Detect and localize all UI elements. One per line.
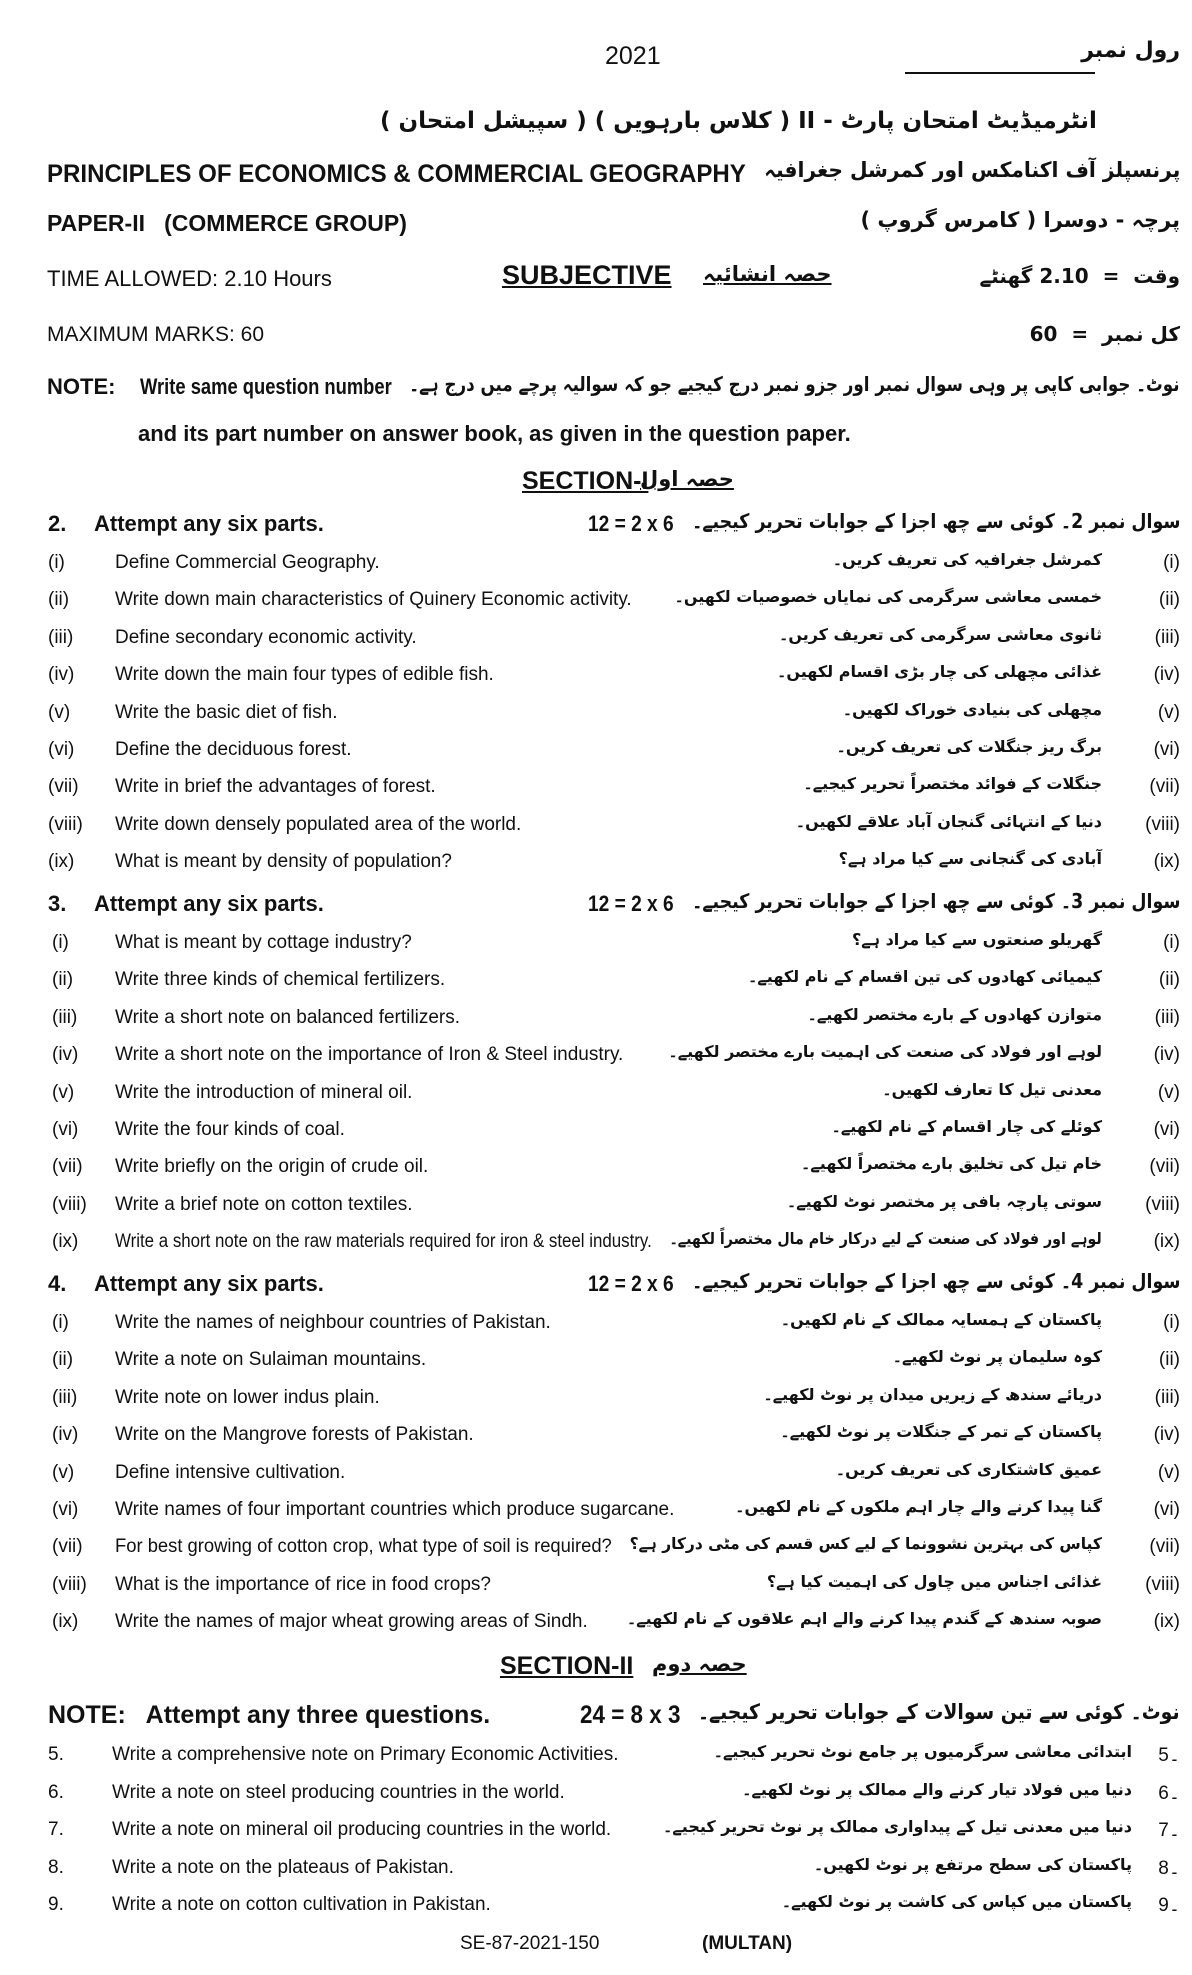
time-allowed: TIME ALLOWED: 2.10 Hours <box>47 266 332 291</box>
part-text: What is meant by cottage industry? <box>115 932 412 953</box>
question-number-right: 6۔ <box>1158 1782 1180 1804</box>
subjective-heading: SUBJECTIVE <box>502 260 672 290</box>
question-number: 8. <box>48 1856 64 1878</box>
part-text: Write names of four important countries which produce sugarcane. <box>115 1499 675 1520</box>
section-1-heading: SECTION-I <box>522 467 649 495</box>
question-text-urdu: پاکستان کی سطح مرتفع پر نوٹ لکھیں۔ <box>813 1854 1132 1874</box>
section-2-note-urdu: نوٹ۔ کوئی سے تین سوالات کے جوابات تحریر کیجیے۔ <box>698 1700 1180 1724</box>
time-allowed-urdu: وقت = 2.10 گھنٹے <box>979 264 1180 288</box>
part-number-right: (iii) <box>1154 626 1180 648</box>
section-1-heading-urdu: حصہ اول <box>640 467 734 491</box>
part-number: (v) <box>52 1081 75 1103</box>
question-text-urdu: دنیا میں معدنی تیل کے پیداواری ممالک پر نوٹ تحریر کیجیے۔ <box>663 1817 1132 1837</box>
part-number: (vi) <box>52 1119 79 1140</box>
part-number-right: (iii) <box>1154 1006 1180 1028</box>
question-number: 6. <box>48 1781 64 1803</box>
question-number: 2. <box>48 511 67 536</box>
part-number: (ix) <box>48 851 75 873</box>
part-text: Write in brief the advantages of forest. <box>115 776 436 798</box>
question-number: 5. <box>48 1744 64 1765</box>
part-text: Write a short note on the importance of Iron & Steel industry. <box>115 1044 624 1066</box>
part-text: Write a note on Sulaiman mountains. <box>115 1349 427 1371</box>
part-text-urdu: کمرشل جغرافیہ کی تعریف کریں۔ <box>832 550 1102 569</box>
part-text-urdu: گنا پیدا کرنے والے چار اہم ملکوں کے نام لکھیں۔ <box>735 1497 1102 1516</box>
part-number: (iv) <box>52 1044 79 1066</box>
part-text: What is the importance of rice in food crops? <box>115 1573 491 1595</box>
maximum-marks-urdu: کل نمبر = 60 <box>1029 322 1180 346</box>
part-text-urdu: لوہے اور فولاد کی صنعت کے لیے درکار خام مال مختصراً لکھیے۔ <box>669 1229 1102 1249</box>
part-number: (iv) <box>52 1424 79 1446</box>
part-number: (ii) <box>52 969 74 991</box>
part-number: (v) <box>52 1461 75 1483</box>
part-number-right: (i) <box>1163 932 1180 953</box>
part-text-urdu: مچھلی کی بنیادی خوراک لکھیں۔ <box>842 699 1102 719</box>
part-text: Write the names of major wheat growing areas of Sindh. <box>115 1611 588 1633</box>
paper-title: PAPER-II (COMMERCE GROUP) <box>47 210 407 236</box>
part-text: Write the basic diet of fish. <box>115 701 338 723</box>
section-2-heading-urdu: حصہ دوم <box>652 1652 747 1676</box>
part-number-right: (iv) <box>1153 1424 1180 1446</box>
question-number: 3. <box>48 891 67 916</box>
part-number: (ix) <box>52 1611 79 1633</box>
part-number-right: (iii) <box>1154 1386 1180 1408</box>
part-text: Write a short note on the raw materials required for iron & steel industry. <box>115 1231 652 1253</box>
part-number-right: (vii) <box>1149 1156 1180 1178</box>
part-number: (v) <box>48 701 71 723</box>
question-text-urdu: پاکستان میں کپاس کی کاشت پر نوٹ لکھیے۔ <box>781 1892 1132 1912</box>
part-number: (i) <box>48 552 65 573</box>
question-marks: 12 = 2 x 6 <box>588 891 674 916</box>
part-text-urdu: کوہ سلیمان پر نوٹ لکھیے۔ <box>892 1347 1102 1367</box>
part-text-urdu: صوبہ سندھ کے گندم پیدا کرنے والے اہم علاقوں کے نام لکھیے۔ <box>626 1609 1102 1629</box>
part-text: Write down main characteristics of Quinery Economic activity. <box>115 589 632 611</box>
part-number-right: (iv) <box>1153 664 1180 686</box>
part-number: (vii) <box>48 776 79 798</box>
part-number-right: (ix) <box>1153 1231 1180 1253</box>
part-number: (vi) <box>48 739 75 760</box>
part-text: For best growing of cotton crop, what type of soil is required? <box>115 1536 612 1558</box>
part-number: (iii) <box>52 1386 78 1408</box>
question-text: Write a note on steel producing countries in the world. <box>112 1781 565 1803</box>
part-text: Write a short note on balanced fertilizers. <box>115 1006 460 1028</box>
part-text: Write the introduction of mineral oil. <box>115 1081 413 1103</box>
part-text-urdu: جنگلات کے فوائد مختصراً تحریر کیجیے۔ <box>803 774 1102 794</box>
part-number: (viii) <box>52 1193 87 1215</box>
part-number-right: (vii) <box>1149 776 1180 798</box>
note-text-line-1: Write same question number <box>140 374 392 399</box>
question-instruction-urdu: سوال نمبر 3۔ کوئی سے چھ اجزا کے جوابات تحریر کیجیے۔ <box>691 889 1180 913</box>
maximum-marks: MAXIMUM MARKS: 60 <box>47 323 265 346</box>
question-instruction: Attempt any six parts. <box>94 1271 324 1296</box>
question-instruction-urdu: سوال نمبر 4۔ کوئی سے چھ اجزا کے جوابات تحریر کیجیے۔ <box>691 1269 1180 1293</box>
part-number-right: (vi) <box>1153 739 1180 760</box>
question-number: 7. <box>48 1819 64 1841</box>
part-text-urdu: غذائی مچھلی کی چار بڑی اقسام لکھیں۔ <box>776 662 1102 682</box>
note-label: NOTE: <box>47 374 116 399</box>
part-text-urdu: دنیا کے انتہائی گنجان آباد علاقے لکھیں۔ <box>795 811 1102 831</box>
part-text-urdu: سوتی پارچہ بافی پر مختصر نوٹ لکھیے۔ <box>786 1191 1102 1211</box>
part-number: (viii) <box>48 813 83 835</box>
exam-title-urdu: انٹرمیڈیٹ امتحان پارٹ - II ( کلاس بارہویں ) ( سپیشل امتحان ) <box>380 108 1097 134</box>
part-number-right: (i) <box>1163 1312 1180 1333</box>
part-number: (vii) <box>52 1156 83 1178</box>
question-text-urdu: دنیا میں فولاد تیار کرنے والے ممالک پر نوٹ لکھیے۔ <box>742 1779 1132 1799</box>
part-text-urdu: خام تیل کی تخلیق بارے مختصراً لکھیے۔ <box>801 1154 1102 1174</box>
part-text: Write the names of neighbour countries of Pakistan. <box>115 1312 551 1333</box>
part-text-urdu: خمسی معاشی سرگرمی کی نمایاں خصوصیات لکھیں۔ <box>674 587 1102 607</box>
part-text: Write down the main four types of edible fish. <box>115 664 494 686</box>
part-text: Write three kinds of chemical fertilizers. <box>115 969 446 991</box>
part-number-right: (viii) <box>1145 1573 1180 1595</box>
part-text-urdu: غذائی اجناس میں چاول کی اہمیت کیا ہے؟ <box>766 1571 1102 1591</box>
part-text: Write a brief note on cotton textiles. <box>115 1193 413 1215</box>
question-text: Write a note on cotton cultivation in Pakistan. <box>112 1894 491 1916</box>
roll-number-label: رول نمبر <box>1081 38 1180 63</box>
section-2-marks: 24 = 8 x 3 <box>580 1701 681 1729</box>
part-text: Write down densely populated area of the world. <box>115 813 522 835</box>
note-text-urdu: نوٹ۔ جوابی کاپی پر وہی سوال نمبر اور جزو نمبر درج کیجیے جو کہ سوالیہ پرچے میں درج ہے۔ <box>409 372 1180 396</box>
part-number-right: (vii) <box>1149 1536 1180 1558</box>
paper-title-urdu: پرچہ - دوسرا ( کامرس گروپ ) <box>860 208 1180 232</box>
part-number-right: (viii) <box>1145 1193 1180 1215</box>
part-text-urdu: ثانوی معاشی سرگرمی کی تعریف کریں۔ <box>778 624 1102 644</box>
part-number-right: (ix) <box>1153 851 1180 873</box>
roll-number-field <box>905 72 1095 74</box>
part-text-urdu: برگ ریز جنگلات کی تعریف کریں۔ <box>836 737 1102 756</box>
question-text: Write a note on mineral oil producing countries in the world. <box>112 1819 612 1841</box>
question-marks: 12 = 2 x 6 <box>588 511 674 536</box>
subject-title-urdu: پرنسپلز آف اکنامکس اور کمرشل جغرافیہ <box>763 158 1180 182</box>
part-text-urdu: دریائے سندھ کے زیریں میدان پر نوٹ لکھیے۔ <box>763 1384 1102 1404</box>
part-text: Define secondary economic activity. <box>115 626 417 648</box>
section-2-heading: SECTION-II <box>500 1652 634 1680</box>
part-number: (viii) <box>52 1573 87 1595</box>
question-instruction: Attempt any six parts. <box>94 511 324 536</box>
part-text-urdu: پاکستان کے ہمسایہ ممالک کے نام لکھیں۔ <box>780 1310 1102 1329</box>
question-instruction: Attempt any six parts. <box>94 891 324 916</box>
part-text-urdu: گھریلو صنعتوں سے کیا مراد ہے؟ <box>851 930 1102 949</box>
part-text-urdu: عمیق کاشتکاری کی تعریف کریں۔ <box>835 1459 1102 1479</box>
part-text: Write on the Mangrove forests of Pakistan. <box>115 1424 474 1446</box>
part-number-right: (v) <box>1157 701 1180 723</box>
question-text-urdu: ابتدائی معاشی سرگرمیوں پر جامع نوٹ تحریر کیجیے۔ <box>713 1742 1132 1761</box>
part-number: (i) <box>52 932 69 953</box>
question-text: Write a note on the plateaus of Pakistan. <box>112 1856 454 1878</box>
part-number: (ii) <box>52 1349 74 1371</box>
part-number-right: (vi) <box>1153 1499 1180 1520</box>
question-instruction-urdu: سوال نمبر 2۔ کوئی سے چھ اجزا کے جوابات تحریر کیجیے۔ <box>691 509 1180 533</box>
question-number-right: 5۔ <box>1158 1745 1180 1766</box>
part-text: Write note on lower indus plain. <box>115 1386 380 1408</box>
question-text: Write a comprehensive note on Primary Economic Activities. <box>112 1744 619 1765</box>
part-number: (iii) <box>52 1006 78 1028</box>
subject-title: PRINCIPLES OF ECONOMICS & COMMERCIAL GEOGRAPHY <box>47 160 746 188</box>
question-number-right: 9۔ <box>1158 1895 1180 1917</box>
part-number: (ix) <box>52 1231 79 1253</box>
region: (MULTAN) <box>702 1933 793 1954</box>
part-number: (vii) <box>52 1536 83 1558</box>
part-number-right: (i) <box>1163 552 1180 573</box>
part-text: Define intensive cultivation. <box>115 1461 346 1483</box>
question-marks: 12 = 2 x 6 <box>588 1271 674 1296</box>
part-number-right: (ix) <box>1153 1611 1180 1633</box>
part-number-right: (ii) <box>1158 1349 1180 1371</box>
part-number: (iii) <box>48 626 74 648</box>
part-number-right: (vi) <box>1153 1119 1180 1140</box>
part-text: Write briefly on the origin of crude oil. <box>115 1156 429 1178</box>
part-number-right: (ii) <box>1158 589 1180 611</box>
exam-year: 2021 <box>605 42 661 70</box>
question-number: 4. <box>48 1271 67 1296</box>
part-number-right: (viii) <box>1145 813 1180 835</box>
part-text-urdu: لوہے اور فولاد کی صنعت کی اہمیت بارے مختصر لکھیے۔ <box>668 1042 1102 1062</box>
part-number: (vi) <box>52 1499 79 1520</box>
question-number-right: 8۔ <box>1158 1857 1180 1879</box>
part-text: Define Commercial Geography. <box>115 552 380 573</box>
part-number-right: (ii) <box>1158 969 1180 991</box>
part-text-urdu: متوازن کھادوں کے بارے مختصر لکھیے۔ <box>807 1004 1102 1024</box>
part-text-urdu: پاکستان کے تمر کے جنگلات پر نوٹ لکھیے۔ <box>780 1422 1102 1442</box>
part-text: Define the deciduous forest. <box>115 739 352 760</box>
question-number-right: 7۔ <box>1158 1820 1180 1842</box>
part-text-urdu: کوئلے کی چار اقسام کے نام لکھیے۔ <box>831 1117 1102 1136</box>
part-number: (iv) <box>48 664 75 686</box>
part-number-right: (v) <box>1157 1081 1180 1103</box>
part-text-urdu: کپاس کی بہترین نشوونما کے لیے کس قسم کی مٹی درکار ہے؟ <box>629 1534 1102 1554</box>
note-text-line-2: and its part number on answer book, as given in the question paper. <box>138 421 851 446</box>
part-text-urdu: معدنی تیل کا تعارف لکھیں۔ <box>882 1079 1102 1099</box>
part-number: (i) <box>52 1312 69 1333</box>
part-text-urdu: آبادی کی گنجانی سے کیا مراد ہے؟ <box>838 849 1102 869</box>
part-text: What is meant by density of population? <box>115 851 452 873</box>
subjective-heading-urdu: حصہ انشائیہ <box>703 262 832 286</box>
question-number: 9. <box>48 1894 64 1916</box>
part-number-right: (v) <box>1157 1461 1180 1483</box>
part-number-right: (iv) <box>1153 1044 1180 1066</box>
part-number: (ii) <box>48 589 70 611</box>
part-text-urdu: کیمیائی کھادوں کی تین اقسام کے نام لکھیے۔ <box>748 967 1102 987</box>
section-2-note: NOTE: Attempt any three questions. <box>48 1701 491 1729</box>
paper-code: SE-87-2021-150 <box>460 1933 600 1954</box>
part-text: Write the four kinds of coal. <box>115 1119 345 1140</box>
